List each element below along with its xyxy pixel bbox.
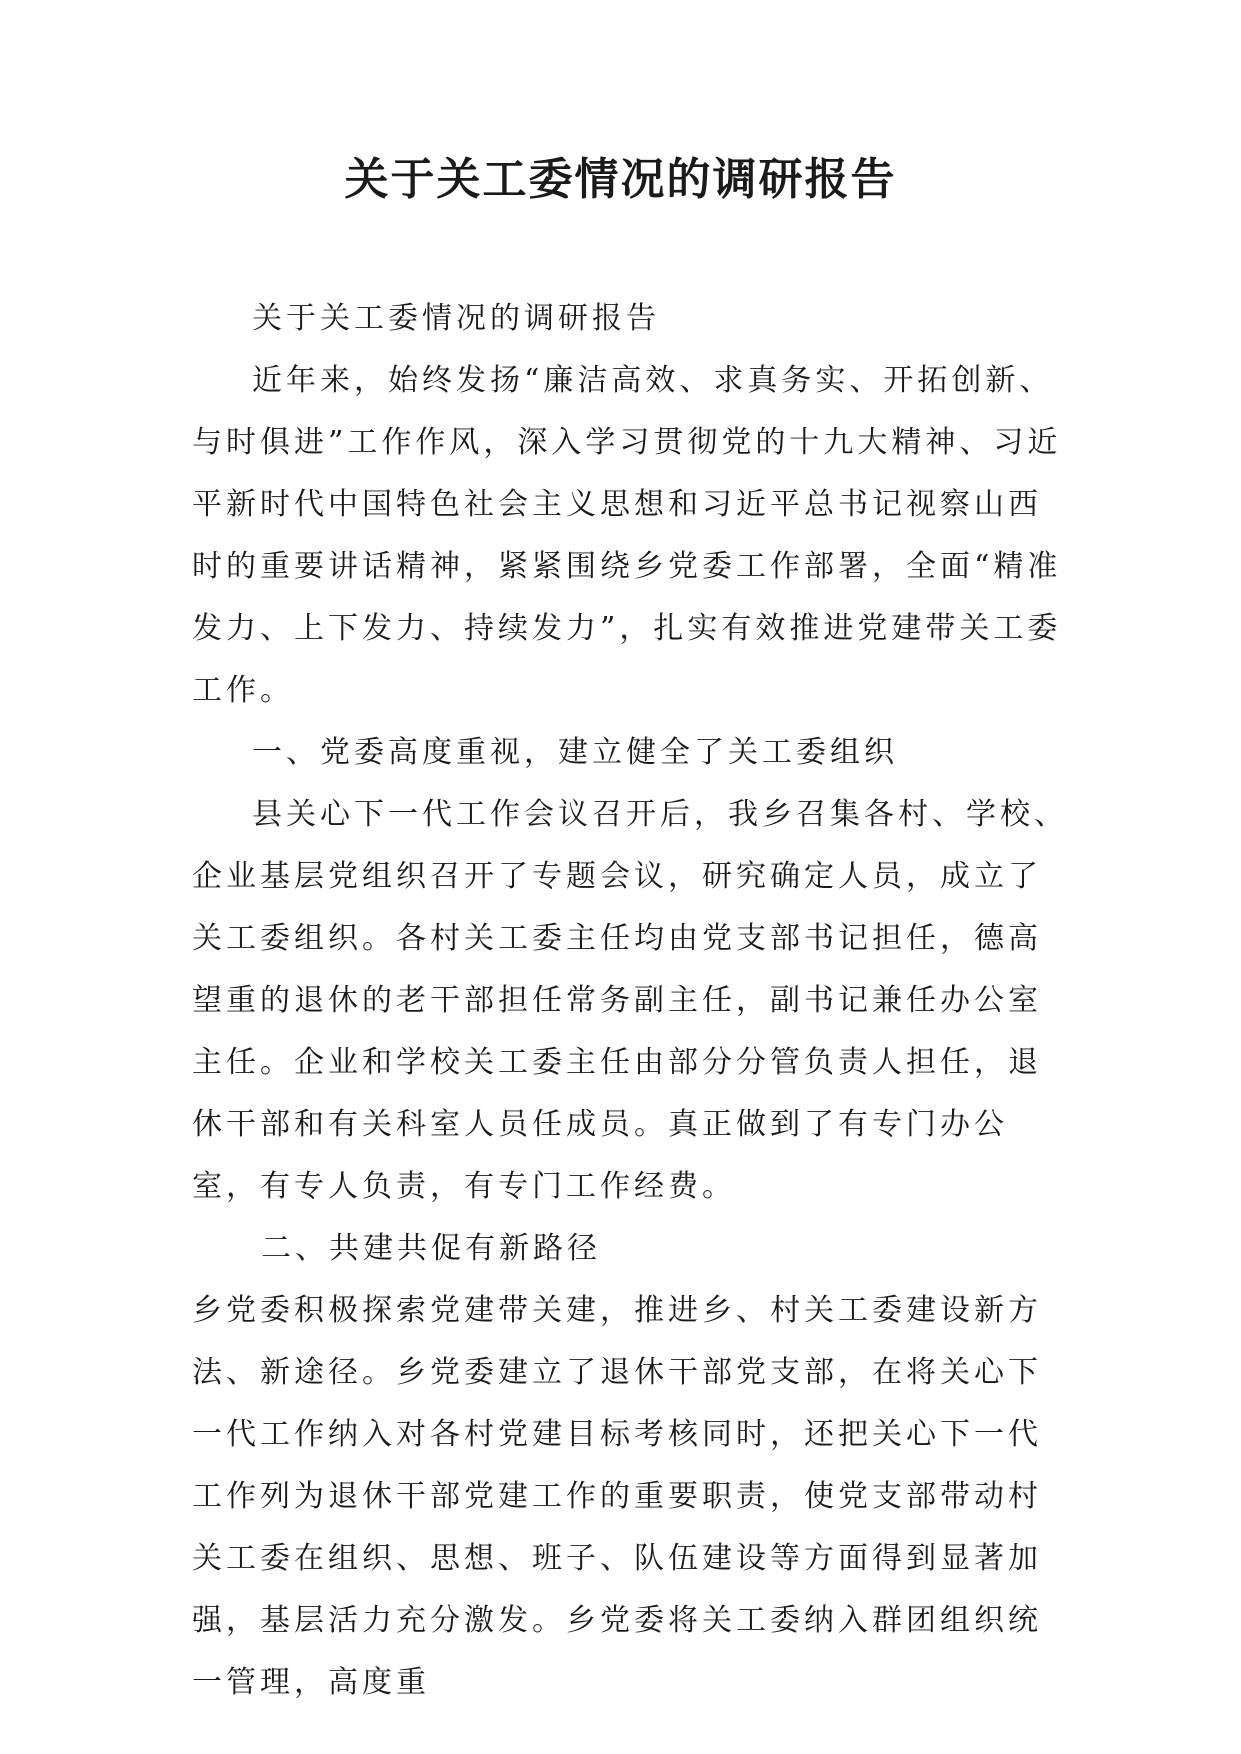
intro-paragraph: 近年来，始终发扬“廉洁高效、求真务实、开拓创新、与时俱进”工作作风，深入学习贯彻党的十九大精神、习近平新时代中国特色社会主义思想和习近平总书记视察山西时的重要讲话精神，紧紧围绕乡党委工作部署，全面“精准发力、上下发力、持续发力”，扎实有效推进党建带关工委工作。 [192, 363, 1062, 708]
section-heading-1: 一、党委高度重视，建立健全了关工委组织 [252, 735, 898, 770]
section-heading-2: 二、共建共促有新路径 [261, 1231, 601, 1266]
section-2-paragraph: 乡党委积极探索党建带关建，推进乡、村关工委建设新方法、新途径。乡党委建立了退休干部党支部，在将关心下一代工作纳入对各村党建目标考核同时，还把关心下一代工作列为退休干部党建工作的重要职责，使党支部带动村关工委在组织、思想、班子、队伍建设等方面得到显著加强，基层活力充分激发。乡党委将关工委纳入群团组织统一管理，高度重 [192, 1293, 1042, 1700]
document-body [192, 288, 1072, 1714]
document-title: 关于关工委情况的调研报告 [344, 154, 897, 205]
section-1-paragraph: 县关心下一代工作会议召开后，我乡召集各村、学校、企业基层党组织召开了专题会议，研究确定人员，成立了关工委组织。各村关工委主任均由党支部书记担任，德高望重的退休的老干部担任常务副主任，副书记兼任办公室主任。企业和学校关工委主任由部分分管负责人担任，退休干部和有关科室人员任成员。真正做到了有专门办公室，有专人负责，有专门工作经费。 [192, 797, 1068, 1204]
subtitle-paragraph: 关于关工委情况的调研报告 [252, 301, 660, 336]
